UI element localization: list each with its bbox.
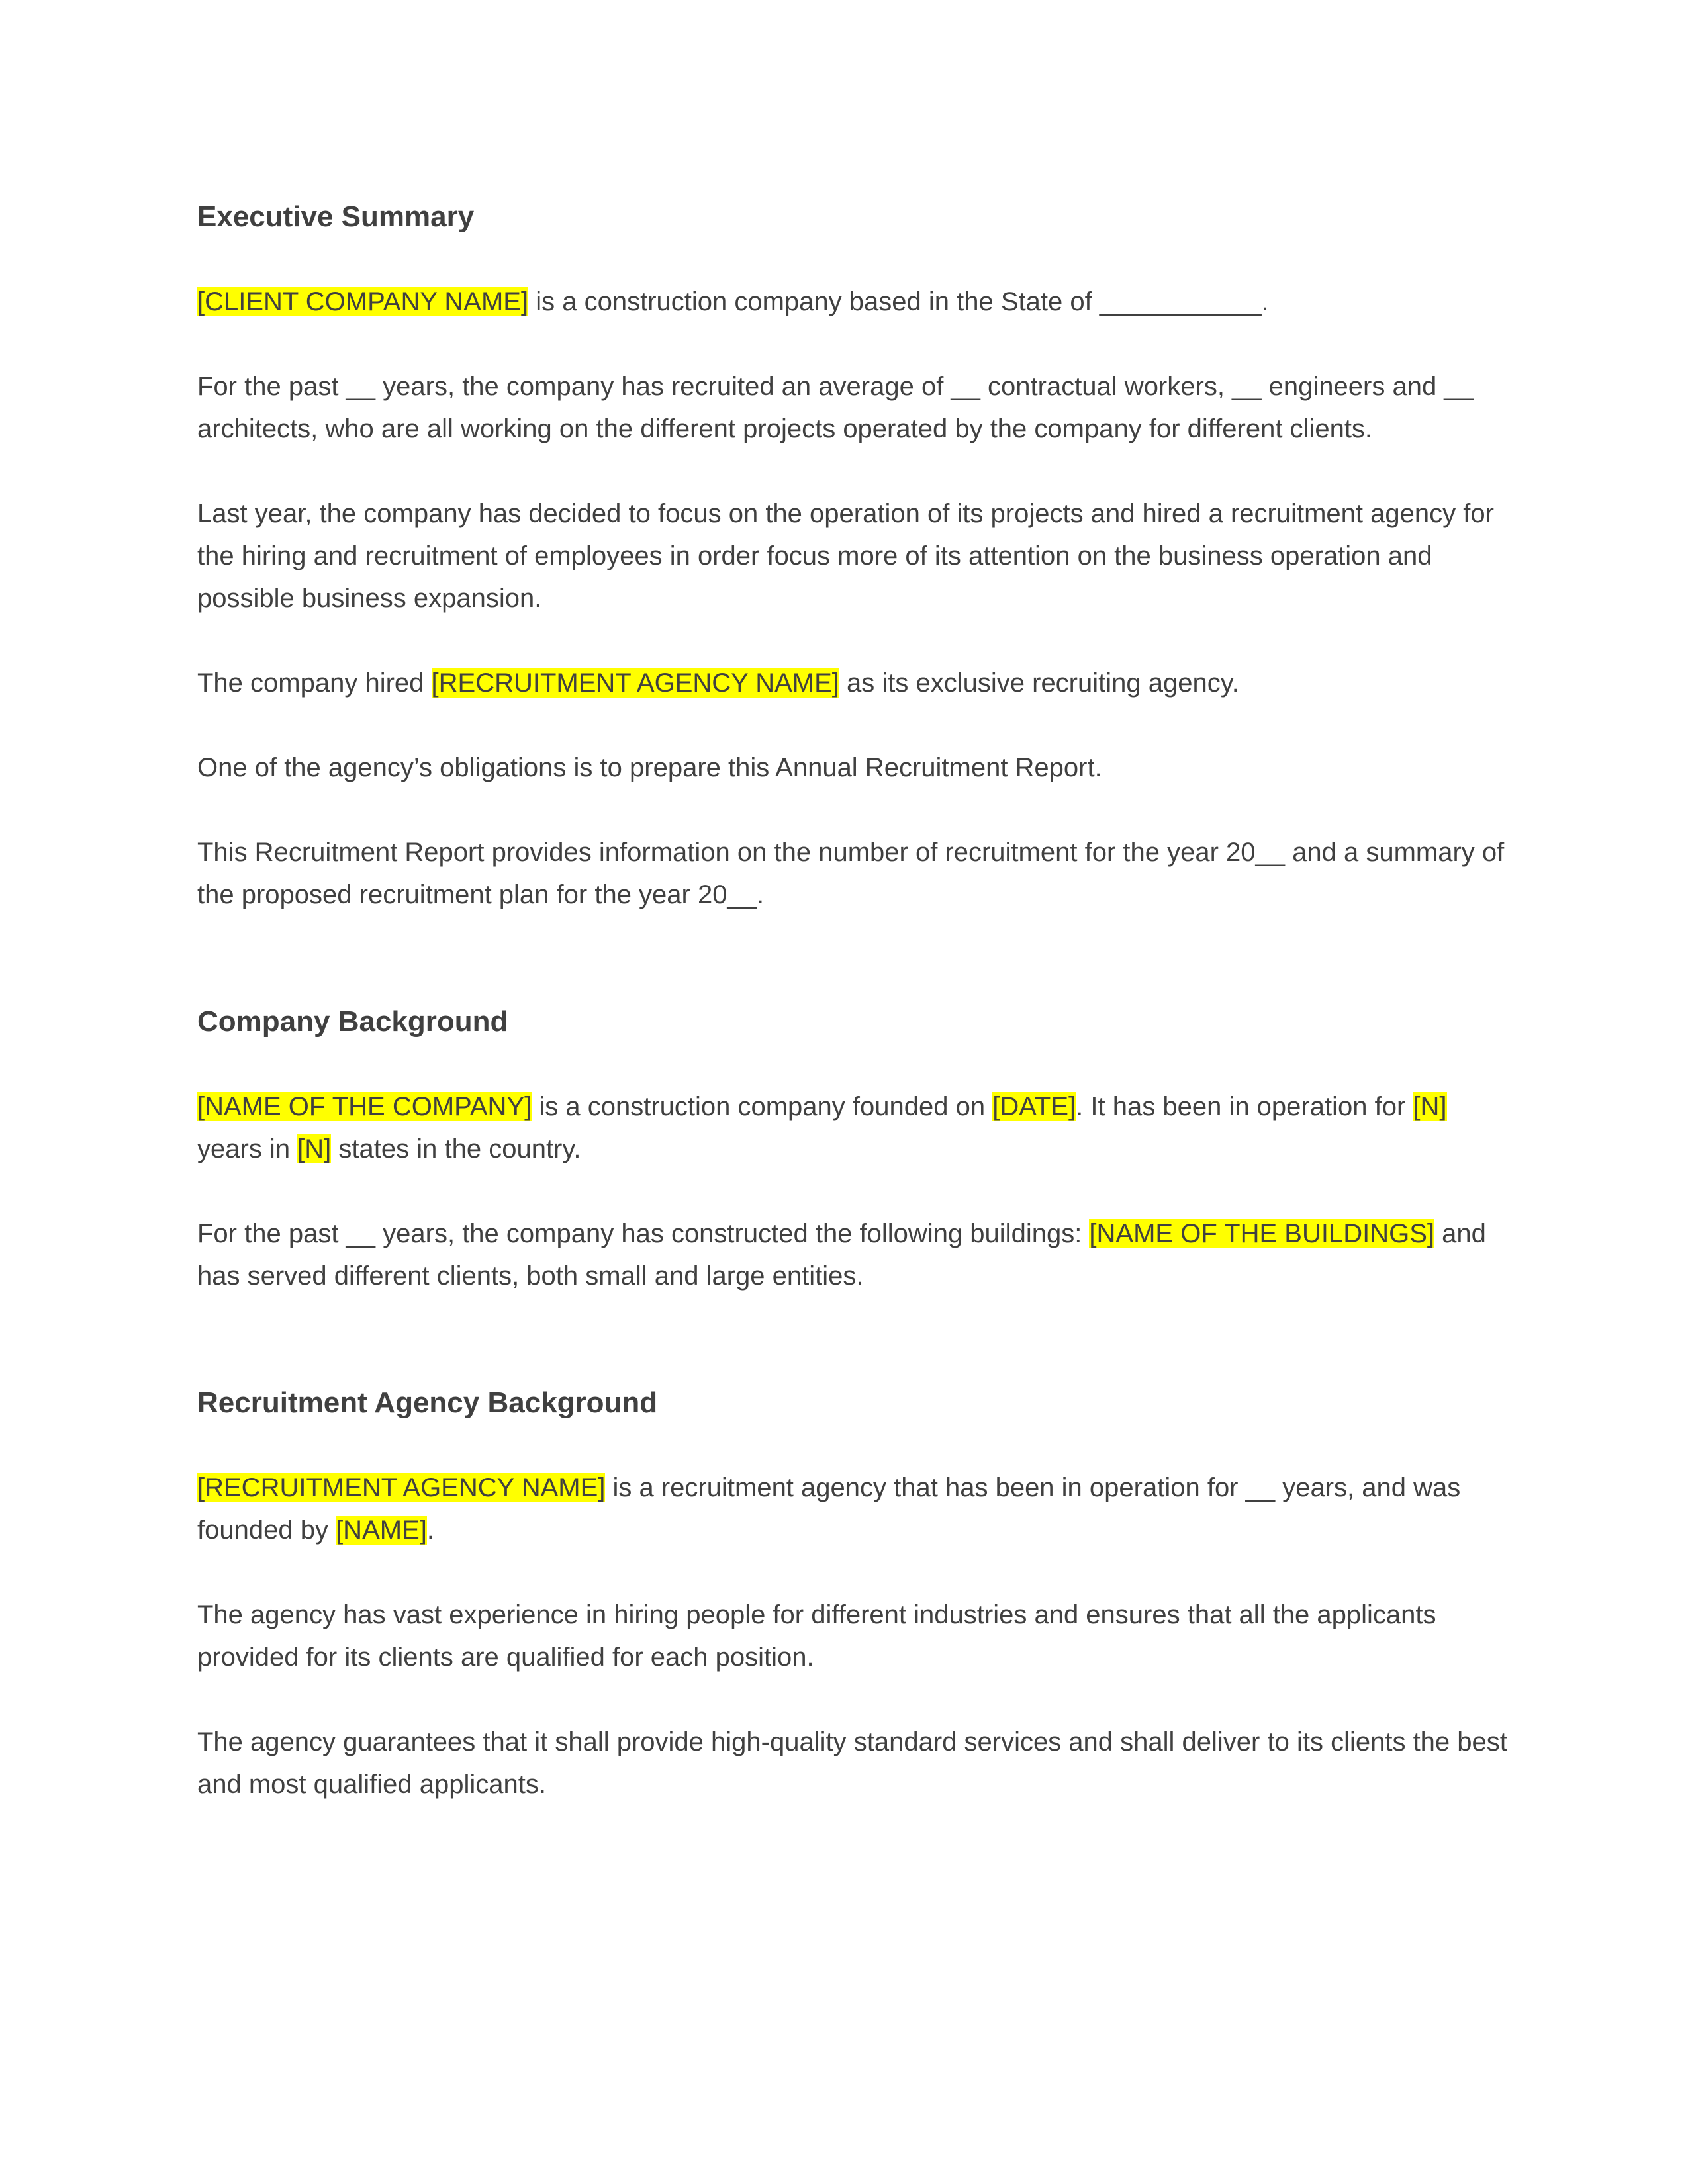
company-name-placeholder: [NAME OF THE COMPANY] xyxy=(197,1092,532,1121)
agency-background-paragraph-1 xyxy=(197,1467,1508,1551)
exec-summary-paragraph-4 xyxy=(197,662,1508,704)
company-background-heading: Company Background xyxy=(197,1005,508,1038)
company-p1-text1: is a construction company founded on xyxy=(532,1092,993,1121)
company-p1-text4: states in the country. xyxy=(331,1134,581,1163)
agency-name-placeholder: [RECRUITMENT AGENCY NAME] xyxy=(197,1473,606,1502)
agency-background-paragraph-3: The agency guarantees that it shall provide high-quality standard services and shall deliver to its clients the best and most qualified applicants. xyxy=(197,1727,1507,1799)
exec-p4-after: as its exclusive recruiting agency. xyxy=(839,668,1239,698)
document-page xyxy=(197,196,1508,1805)
company-background-paragraph-1 xyxy=(197,1085,1508,1170)
states-n-placeholder: [N] xyxy=(297,1134,332,1163)
buildings-placeholder: [NAME OF THE BUILDINGS] xyxy=(1089,1219,1434,1248)
agency-p1-text1: is a recruitment agency that has been in operation for __ years, and was founded by xyxy=(197,1473,1461,1545)
exec-p1-text: is a construction company based in the State of ___________. xyxy=(528,287,1269,316)
exec-summary-paragraph-1 xyxy=(197,281,1508,323)
company-p2-before: For the past __ years, the company has constructed the following buildings: xyxy=(197,1219,1090,1248)
recruitment-agency-name-placeholder: [RECRUITMENT AGENCY NAME] xyxy=(431,668,839,698)
client-company-name-placeholder: [CLIENT COMPANY NAME] xyxy=(197,287,529,316)
agency-background-heading: Recruitment Agency Background xyxy=(197,1387,658,1419)
company-p1-text2: . It has been in operation for xyxy=(1076,1092,1413,1121)
agency-p1-text2: . xyxy=(426,1516,434,1545)
company-background-paragraph-2 xyxy=(197,1212,1508,1297)
exec-p4-before: The company hired xyxy=(197,668,432,698)
executive-summary-heading: Executive Summary xyxy=(197,201,475,233)
date-placeholder: [DATE] xyxy=(992,1092,1076,1121)
company-p2-after: and has served different clients, both small and large entities. xyxy=(197,1219,1486,1291)
founder-name-placeholder: [NAME] xyxy=(336,1516,427,1545)
years-n-placeholder: [N] xyxy=(1413,1092,1447,1121)
exec-summary-paragraph-3: Last year, the company has decided to focus on the operation of its projects and hired a recruitment agency for the hiring and recruitment of employees in order focus more of its attention on the business operation and possible business expansion. xyxy=(197,499,1494,613)
exec-summary-paragraph-5: One of the agency’s obligations is to prepare this Annual Recruitment Report. xyxy=(197,753,1102,782)
company-p1-text3: years in xyxy=(197,1134,298,1163)
exec-summary-paragraph-6: This Recruitment Report provides information on the number of recruitment for the year 20__ and a summary of the proposed recruitment plan for the year 20__. xyxy=(197,838,1505,909)
agency-background-paragraph-2: The agency has vast experience in hiring people for different industries and ensures that all the applicants provided for its clients are qualified for each position. xyxy=(197,1600,1436,1672)
exec-summary-paragraph-2: For the past __ years, the company has recruited an average of __ contractual workers, __ engineers and __ architects, who are all working on the different projects operated by the company for different clients. xyxy=(197,372,1474,443)
